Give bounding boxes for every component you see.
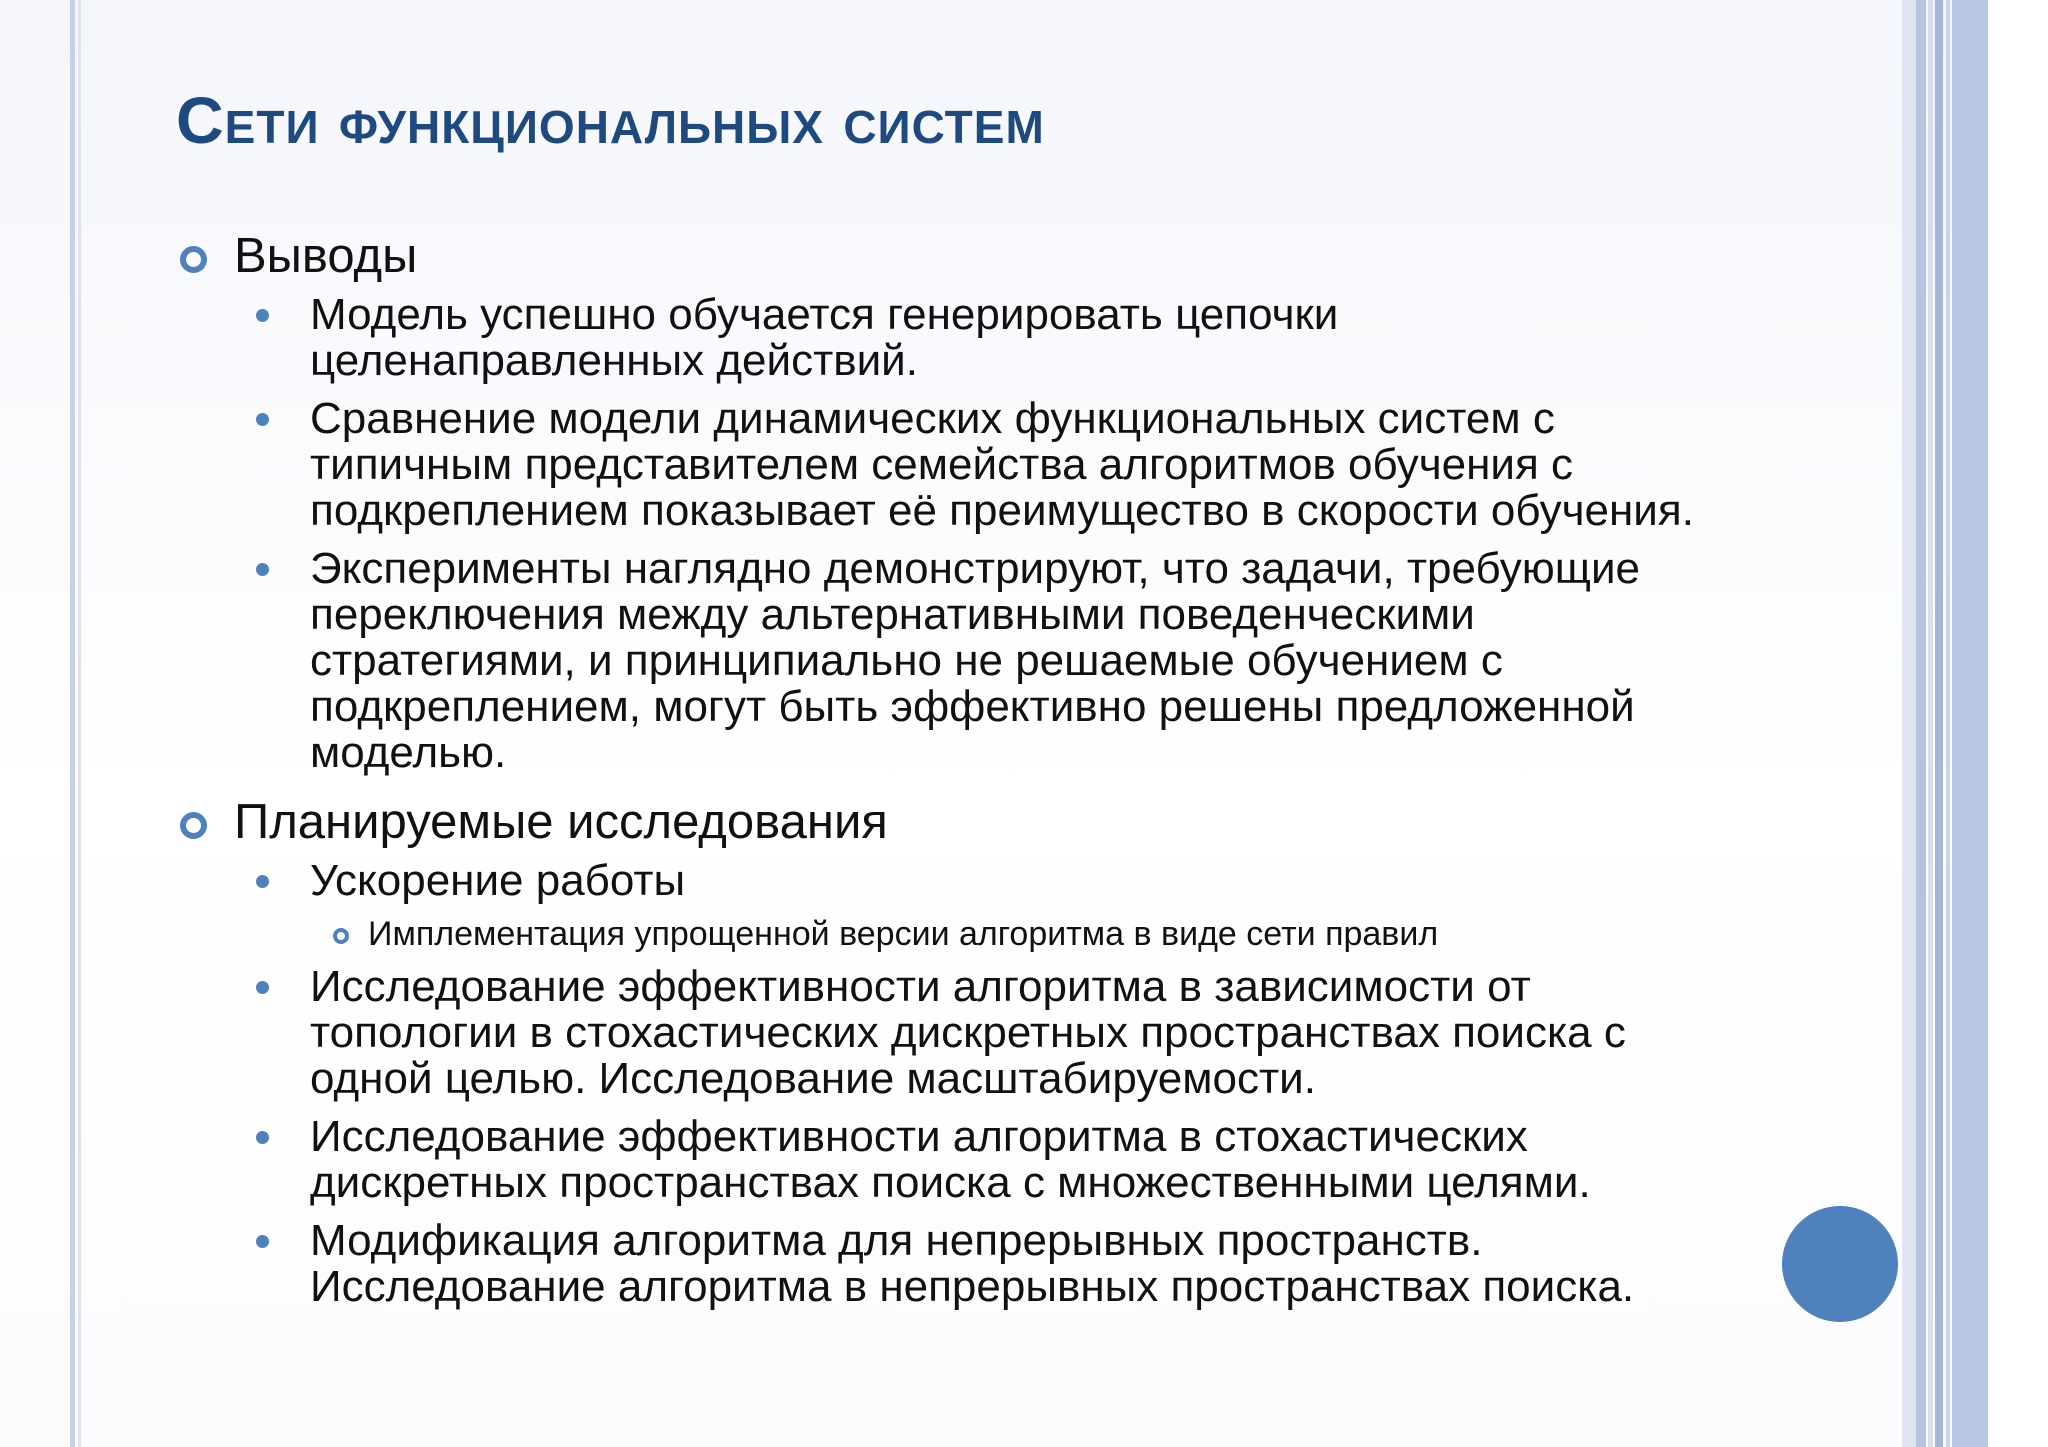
bullet-text-line: подкреплением показывает её преимущество в скорости обучения. xyxy=(310,486,1694,535)
bullet-text-line: Исследование эффективности алгоритма в зависимости от xyxy=(310,962,1531,1011)
bullet-text-line: Ускорение работы xyxy=(310,856,686,905)
bullet-text-line: топологии в стохастических дискретных пространствах поиска с xyxy=(310,1008,1626,1057)
decorative-circle xyxy=(1782,1206,1898,1322)
bullet-text-line: стратегиями, и принципиально не решаемые обучением с xyxy=(310,636,1503,685)
bullet-text-line: типичным представителем семейства алгоритмов обучения с xyxy=(310,440,1574,489)
dot-bullet-icon xyxy=(256,981,269,994)
bullet-text-line: Модификация алгоритма для непрерывных пространств. xyxy=(310,1216,1483,1265)
circle-bullet-icon xyxy=(180,812,207,839)
bullet-text-line: моделью. xyxy=(310,728,507,777)
slide-title: Сети функциональных систем xyxy=(176,83,1045,157)
bullet-text-line: переключения между альтернативными поведенческими xyxy=(310,590,1475,639)
dot-bullet-icon xyxy=(256,413,269,426)
dot-bullet-icon xyxy=(256,563,269,576)
circle-bullet-icon xyxy=(180,246,207,273)
bullet-text-line: Эксперименты наглядно демонстрируют, что задачи, требующие xyxy=(310,544,1640,593)
bullet-text-line: целенаправленных действий. xyxy=(310,336,918,385)
bullet-text-line: подкреплением, могут быть эффективно решены предложенной xyxy=(310,682,1635,731)
bullet-text-line: Исследование алгоритма в непрерывных пространствах поиска. xyxy=(310,1262,1635,1311)
dot-bullet-icon xyxy=(256,1235,269,1248)
small-circle-bullet-icon xyxy=(333,928,349,944)
section-heading: Выводы xyxy=(234,229,418,283)
bullet-text-line: дискретных пространствах поиска с множественными целями. xyxy=(310,1158,1591,1207)
bullet-text-line: Исследование эффективности алгоритма в стохастических xyxy=(310,1112,1528,1161)
bullet-text-line: Модель успешно обучается генерировать цепочки xyxy=(310,290,1339,339)
sub-bullet-text: Имплементация упрощенной версии алгоритма в виде сети правил xyxy=(368,915,1439,953)
bullet-text-line: Сравнение модели динамических функциональных систем с xyxy=(310,394,1555,443)
dot-bullet-icon xyxy=(256,1131,269,1144)
bullet-text-line: одной целью. Исследование масштабируемости. xyxy=(310,1054,1316,1103)
dot-bullet-icon xyxy=(256,875,269,888)
dot-bullet-icon xyxy=(256,309,269,322)
section-heading: Планируемые исследования xyxy=(234,795,888,849)
